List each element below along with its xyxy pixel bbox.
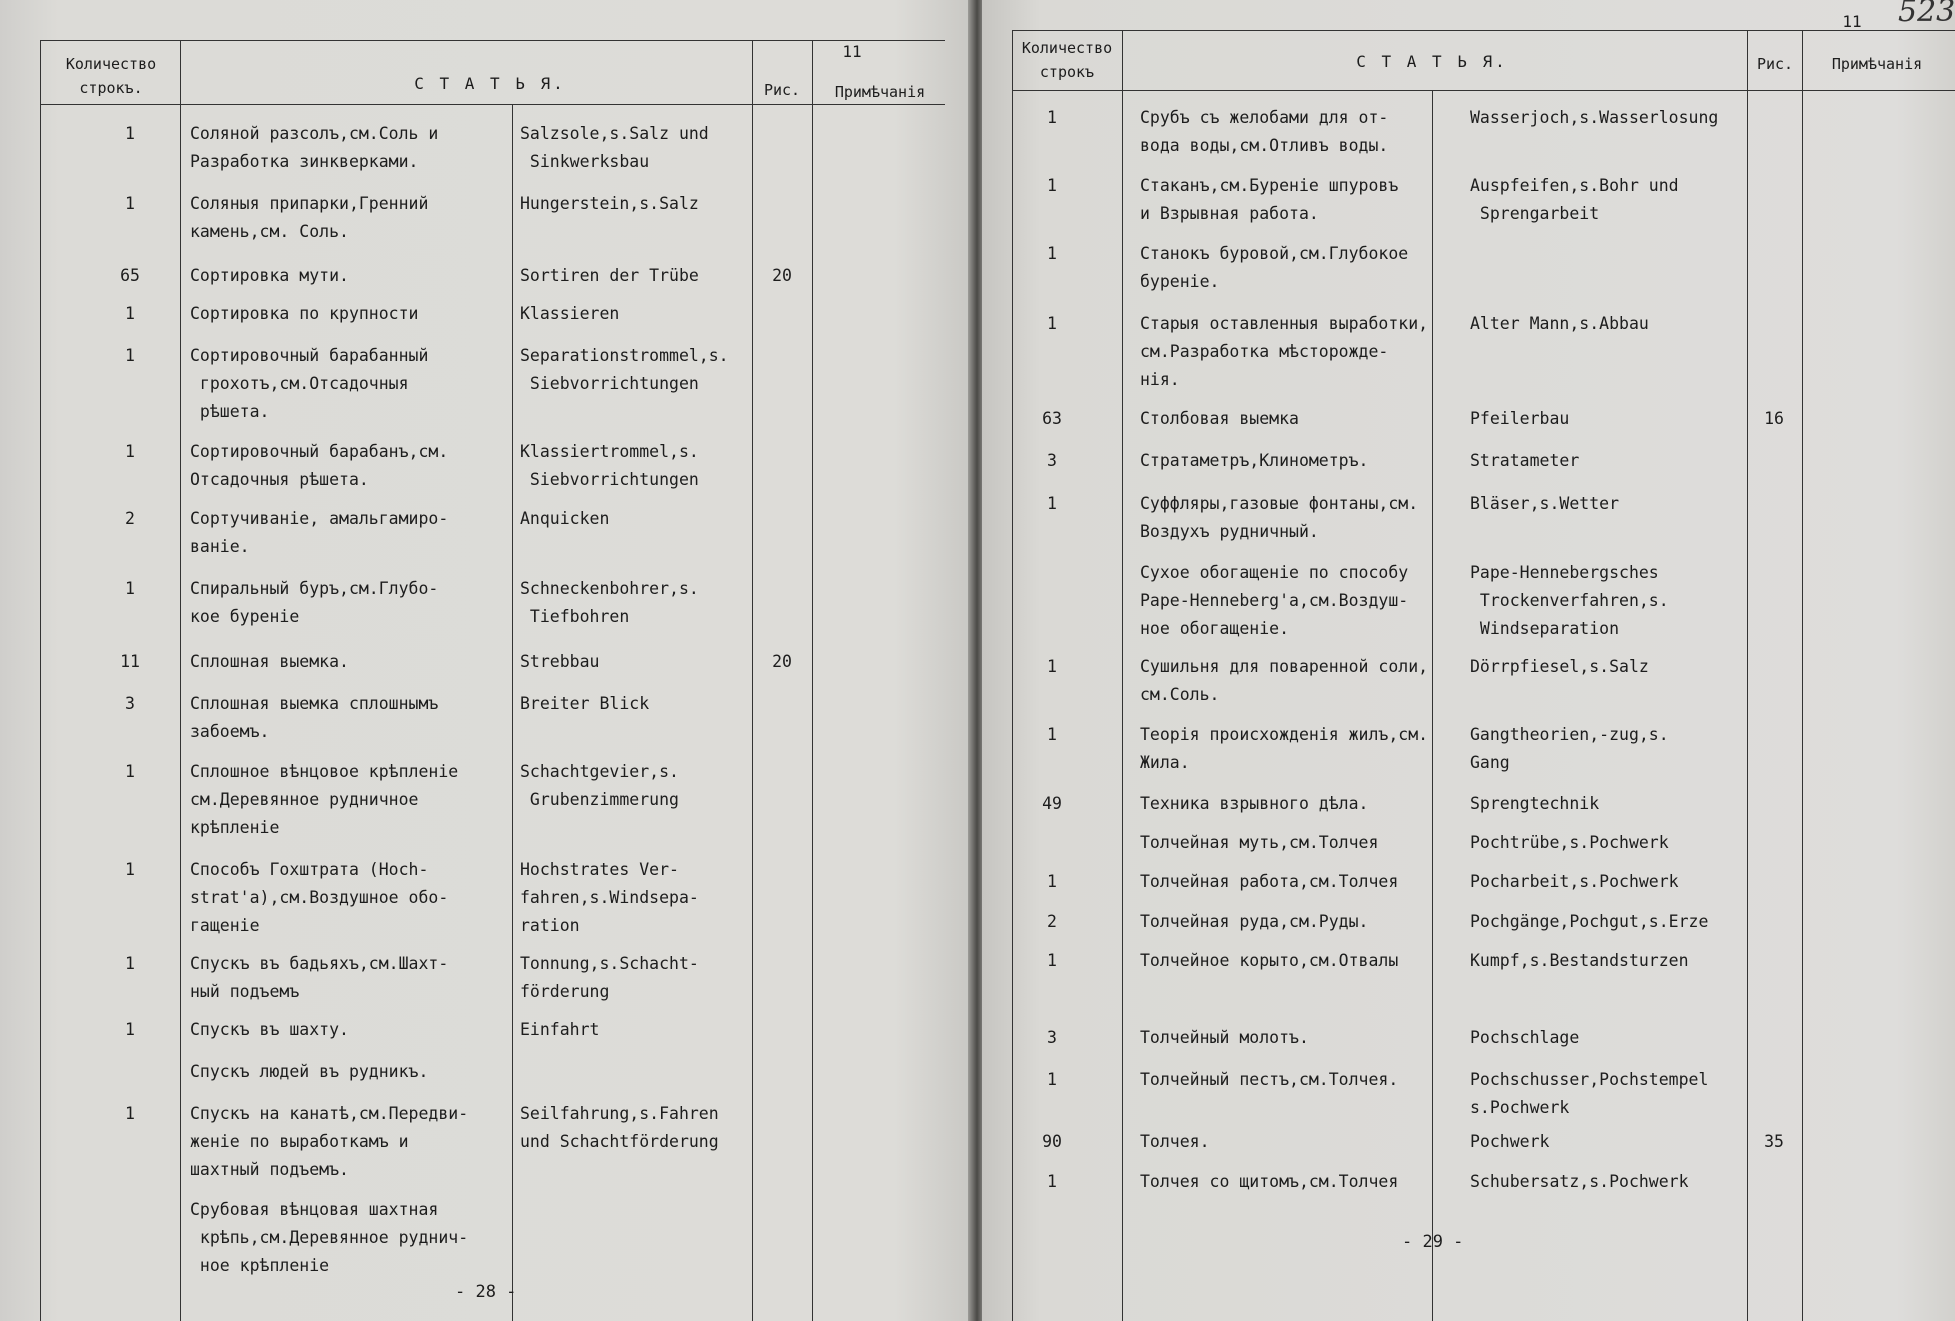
row-line-count: 1 bbox=[125, 1104, 135, 1123]
row-article-german: Anquicken bbox=[520, 509, 610, 528]
row-article-russian: Толчейное корыто,см.Отвалы bbox=[1140, 951, 1399, 970]
row-article-german: Pochschusser,Pochstempel s.Pochwerk bbox=[1470, 1070, 1709, 1117]
row-line-count: 1 bbox=[125, 860, 135, 879]
header-line-count: Количество строкъ bbox=[1021, 39, 1113, 81]
row-article-russian: Сухое обогащеніе по способу Pape-Henneberg'a,см.Воздуш- ное обогащеніе. bbox=[1140, 563, 1409, 638]
row-line-count: 1 bbox=[125, 442, 135, 461]
row-article-russian: Сортировочный барабанъ,см. Отсадочныя рѣшета. bbox=[190, 442, 449, 489]
row-article-german: Pochtrübe,s.Pochwerk bbox=[1470, 833, 1669, 852]
row-article-russian: Сплошная выемка. bbox=[190, 652, 349, 671]
row-line-count: 1 bbox=[125, 194, 135, 213]
right-page bbox=[982, 0, 1955, 1321]
row-article-german: Seilfahrung,s.Fahren und Schachtförderung bbox=[520, 1104, 719, 1151]
row-article-russian: Срубъ съ желобами для от- вода воды,см.Отливъ воды. bbox=[1140, 108, 1389, 155]
row-article-german: Pocharbeit,s.Pochwerk bbox=[1470, 872, 1679, 891]
row-article-russian: Способъ Гохштрата (Hoch- strat'a),см.Воздушное обо- гащеніе bbox=[190, 860, 449, 935]
row-line-count: 3 bbox=[125, 694, 135, 713]
row-article-german: Sortiren der Trübe bbox=[520, 266, 699, 285]
row-line-count: 1 bbox=[125, 1020, 135, 1039]
row-article-german: Sprengtechnik bbox=[1470, 794, 1600, 813]
row-figure-count: 35 bbox=[1764, 1132, 1784, 1151]
row-article-german: Strebbau bbox=[520, 652, 600, 671]
row-article-german: Einfahrt bbox=[520, 1020, 600, 1039]
header-bottom-border bbox=[40, 104, 945, 105]
row-article-russian: Техника взрывного дѣла. bbox=[1140, 794, 1369, 813]
row-line-count: 1 bbox=[1047, 1172, 1057, 1191]
row-article-german: Separationstrommel,s. Siebvorrichtungen bbox=[520, 346, 729, 393]
row-article-russian: Толчейный пестъ,см.Толчея. bbox=[1140, 1070, 1399, 1089]
row-line-count: 1 bbox=[1047, 314, 1057, 333]
table-top-border bbox=[1012, 30, 1955, 31]
row-article-russian: Соляной разсолъ,см.Соль и Разработка зинкверками. bbox=[190, 124, 439, 171]
row-article-german: Hochstrates Ver- fahren,s.Windsepa- ration bbox=[520, 860, 699, 935]
row-article-german: Bläser,s.Wetter bbox=[1470, 494, 1620, 513]
column-divider bbox=[180, 40, 181, 1321]
row-article-russian: Сушильня для поваренной соли, см.Соль. bbox=[1140, 657, 1429, 704]
row-line-count: 90 bbox=[1042, 1132, 1062, 1151]
handwritten-page-stamp: 523 bbox=[1898, 0, 1955, 29]
row-article-german: Auspfeifen,s.Bohr und Sprengarbeit bbox=[1470, 176, 1679, 223]
header-bottom-border bbox=[1012, 90, 1955, 91]
header-article: С Т А Т Ь Я. bbox=[1356, 52, 1508, 71]
row-line-count: 11 bbox=[120, 652, 140, 671]
row-article-german: Klassieren bbox=[520, 304, 620, 323]
row-article-russian: Спускъ людей въ рудникъ. bbox=[190, 1062, 429, 1081]
row-article-german: Tonnung,s.Schacht- förderung bbox=[520, 954, 699, 1001]
row-article-russian: Срубовая вѣнцовая шахтная крѣпь,см.Деревянное руднич- ное крѣпленіе bbox=[190, 1200, 469, 1275]
top-number: 11 bbox=[842, 42, 862, 61]
row-article-russian: Сортировочный барабанный грохотъ,см.Отсадочныя рѣшета. bbox=[190, 346, 429, 421]
row-line-count: 1 bbox=[1047, 1070, 1057, 1089]
header-notes: Примѣчанія bbox=[834, 83, 926, 101]
row-article-russian: Столбовая выемка bbox=[1140, 409, 1299, 428]
header-article: С Т А Т Ь Я. bbox=[414, 74, 566, 93]
row-article-german: Salzsole,s.Salz und Sinkwerksbau bbox=[520, 124, 709, 171]
row-line-count: 3 bbox=[1047, 451, 1057, 470]
column-divider bbox=[40, 40, 41, 1321]
row-article-russian: Станокъ буровой,см.Глубокое буреніе. bbox=[1140, 244, 1409, 291]
row-line-count: 1 bbox=[1047, 244, 1057, 263]
row-article-german: Gangtheorien,-zug,s. Gang bbox=[1470, 725, 1669, 772]
row-article-german: Klassiertrommel,s. Siebvorrichtungen bbox=[520, 442, 699, 489]
row-article-russian: Толчея со щитомъ,см.Толчея bbox=[1140, 1172, 1399, 1191]
row-article-russian: Толчея. bbox=[1140, 1132, 1210, 1151]
row-article-russian: Соляныя припарки,Гренний камень,см. Соль. bbox=[190, 194, 429, 241]
row-line-count: 1 bbox=[1047, 951, 1057, 970]
header-figure: Рис. bbox=[1756, 55, 1794, 73]
row-article-russian: Сплошная выемка сплошнымъ забоемъ. bbox=[190, 694, 439, 741]
row-line-count: 1 bbox=[1047, 494, 1057, 513]
left-page bbox=[0, 0, 972, 1321]
row-article-russian: Спускъ на канатѣ,см.Передви- женіе по выработкамъ и шахтный подъемъ. bbox=[190, 1104, 469, 1179]
row-article-russian: Толчейная муть,см.Толчея bbox=[1140, 833, 1379, 852]
row-article-german: Schachtgevier,s. Grubenzimmerung bbox=[520, 762, 679, 809]
row-article-german: Dörrpfiesel,s.Salz bbox=[1470, 657, 1649, 676]
row-line-count: 1 bbox=[1047, 176, 1057, 195]
row-article-russian: Стратаметръ,Клинометръ. bbox=[1140, 451, 1369, 470]
header-line-count: Количество строкъ. bbox=[65, 55, 157, 97]
row-article-german: Schneckenbohrer,s. Tiefbohren bbox=[520, 579, 699, 626]
row-line-count: 1 bbox=[125, 346, 135, 365]
row-line-count: 1 bbox=[1047, 657, 1057, 676]
row-article-german: Pochwerk bbox=[1470, 1132, 1550, 1151]
row-line-count: 2 bbox=[1047, 912, 1057, 931]
header-figure: Рис. bbox=[763, 81, 801, 99]
row-article-russian: Сортучиваніе, амальгамиро- ваніе. bbox=[190, 509, 449, 556]
row-article-german: Alter Mann,s.Abbau bbox=[1470, 314, 1649, 333]
row-line-count: 49 bbox=[1042, 794, 1062, 813]
row-article-russian: Толчейная работа,см.Толчея bbox=[1140, 872, 1399, 891]
column-divider bbox=[512, 104, 513, 1321]
row-line-count: 63 bbox=[1042, 409, 1062, 428]
row-article-russian: Старыя оставленныя выработки, см.Разработка мѣсторожде- нія. bbox=[1140, 314, 1429, 389]
row-article-russian: Сортировка по крупности bbox=[190, 304, 419, 323]
page-number: - 28 - bbox=[455, 1282, 517, 1302]
row-article-russian: Сплошное вѣнцовое крѣпленіе см.Деревянное рудничное крѣпленіе bbox=[190, 762, 459, 837]
row-line-count: 65 bbox=[120, 266, 140, 285]
row-article-german: Kumpf,s.Bestandsturzen bbox=[1470, 951, 1689, 970]
row-line-count: 2 bbox=[125, 509, 135, 528]
row-line-count: 1 bbox=[125, 304, 135, 323]
row-article-german: Pape-Hennebergsches Trockenverfahren,s. Windseparation bbox=[1470, 563, 1669, 638]
row-article-german: Pochschlage bbox=[1470, 1028, 1580, 1047]
row-article-russian: Спускъ въ шахту. bbox=[190, 1020, 349, 1039]
row-article-russian: Спиральный буръ,см.Глубо- кое буреніе bbox=[190, 579, 439, 626]
row-line-count: 1 bbox=[125, 954, 135, 973]
row-article-german: Pochgänge,Pochgut,s.Erze bbox=[1470, 912, 1709, 931]
row-line-count: 1 bbox=[1047, 725, 1057, 744]
row-line-count: 1 bbox=[1047, 872, 1057, 891]
row-line-count: 1 bbox=[125, 762, 135, 781]
row-figure-count: 20 bbox=[772, 266, 792, 285]
header-notes: Примѣчанія bbox=[1831, 55, 1923, 73]
column-divider bbox=[752, 40, 753, 1321]
page-number: - 29 - bbox=[1402, 1232, 1464, 1252]
column-divider bbox=[1122, 30, 1123, 1321]
row-article-german: Stratameter bbox=[1470, 451, 1580, 470]
row-article-russian: Сортировка мути. bbox=[190, 266, 349, 285]
row-line-count: 3 bbox=[1047, 1028, 1057, 1047]
row-figure-count: 20 bbox=[772, 652, 792, 671]
row-article-russian: Суффляры,газовые фонтаны,см. Воздухъ рудничный. bbox=[1140, 494, 1419, 541]
row-article-russian: Толчейный молотъ. bbox=[1140, 1028, 1309, 1047]
row-figure-count: 16 bbox=[1764, 409, 1784, 428]
top-number: 11 bbox=[1842, 12, 1862, 31]
row-article-german: Schubersatz,s.Pochwerk bbox=[1470, 1172, 1689, 1191]
row-article-russian: Стаканъ,см.Буреніе шпуровъ и Взрывная работа. bbox=[1140, 176, 1399, 223]
row-article-german: Breiter Blick bbox=[520, 694, 650, 713]
row-article-russian: Теорія происхожденія жилъ,см. Жила. bbox=[1140, 725, 1429, 772]
row-article-russian: Толчейная руда,см.Руды. bbox=[1140, 912, 1369, 931]
row-article-german: Wasserjoch,s.Wasserlosung bbox=[1470, 108, 1719, 127]
column-divider bbox=[812, 40, 813, 1321]
row-line-count: 1 bbox=[125, 579, 135, 598]
column-divider bbox=[1012, 30, 1013, 1321]
row-line-count: 1 bbox=[1047, 108, 1057, 127]
table-top-border bbox=[40, 40, 945, 41]
row-article-german: Pfeilerbau bbox=[1470, 409, 1570, 428]
column-divider bbox=[1432, 90, 1433, 1321]
row-line-count: 1 bbox=[125, 124, 135, 143]
row-article-russian: Спускъ въ бадьяхъ,см.Шахт- ный подъемъ bbox=[190, 954, 449, 1001]
row-article-german: Hungerstein,s.Salz bbox=[520, 194, 699, 213]
